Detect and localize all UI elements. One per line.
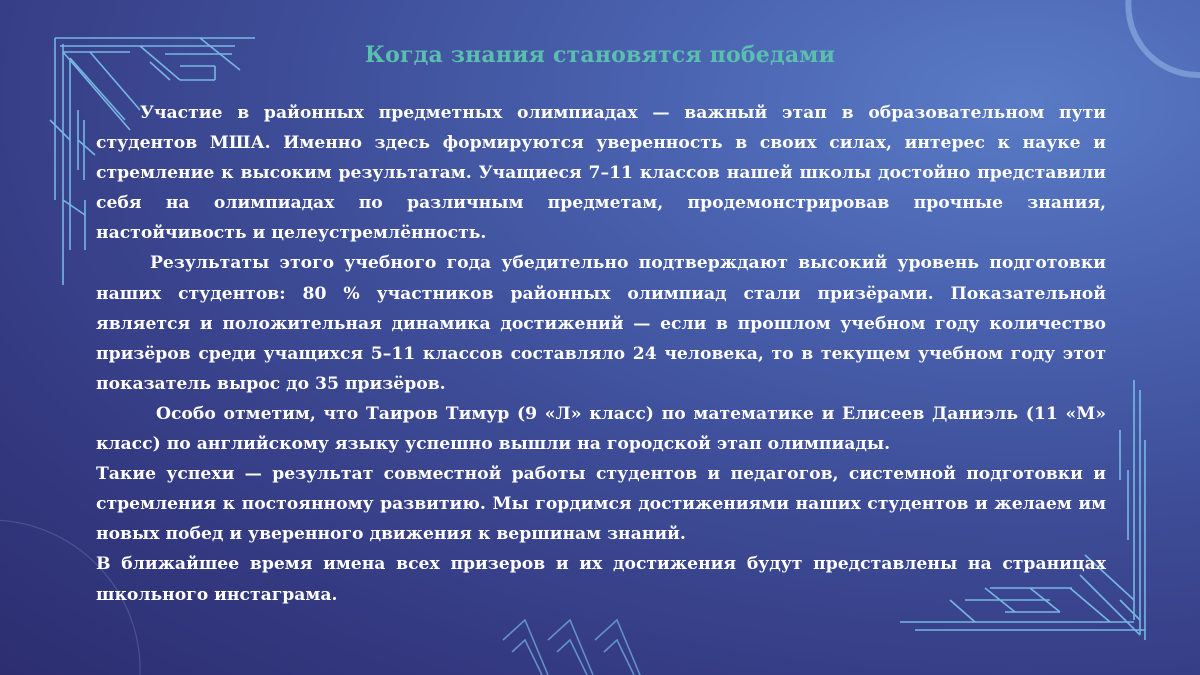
paragraph-results: Результаты этого учебного года убедительно подтверждают высокий уровень подготовки наших студентов: 80 % участников районных олимпиад стали призёрами. Показательной является и положительная динамика достижений — если в прошлом учебном году количество призёров среди учащихся 5–11 классов составляло 24 человека, то в текущем учебном году этот показатель вырос до 35 призёров. <box>96 253 1106 394</box>
paragraph-success: Такие успехи — результат совместной работы студентов и педагогов, системной подготовки и стремления к постоянному развитию. Мы гордимся достижениями наших студентов и желаем им новых побед и уверенного движения к вершинам знаний. <box>96 464 1106 545</box>
bottom-chevron-ornament <box>503 620 640 675</box>
slide-title: Когда знания становятся победами <box>364 42 836 68</box>
slide-body <box>96 98 1106 610</box>
paragraph-announcement: В ближайшее время имена всех призеров и их достижения будут представлены на страницах школьного инстаграма. <box>96 554 1106 605</box>
paragraph-participation: Участие в районных предметных олимпиадах — важный этап в образовательном пути студентов МША. Именно здесь формируются уверенность в своих силах, интерес к науке и стремление к высоким результатам. Учащиеся 7–11 классов нашей школы достойно представили себя на олимпиадах по различным предметам, продемонстрировав прочные знания, настойчивость и целеустремлённость. <box>96 103 1106 244</box>
paragraph-city-stage: Особо отметим, что Таиров Тимур (9 «Л» класс) по математике и Елисеев Даниэль (11 «М» класс) по английскому языку успешно вышли на городской этап олимпиады. <box>96 403 1106 455</box>
